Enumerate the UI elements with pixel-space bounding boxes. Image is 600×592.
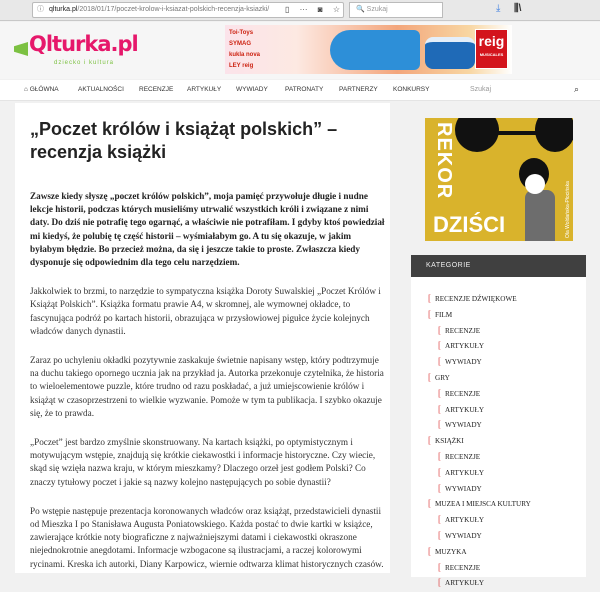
category-label: RECENZJE DŹWIĘKOWE [435,295,517,303]
category-item[interactable] [428,528,531,544]
category-label: WYWIADY [445,358,482,367]
address-bar[interactable] [32,2,344,18]
browser-toolbar [0,0,600,21]
page-actions-icon[interactable]: ··· [299,5,308,14]
category-item[interactable] [428,496,531,512]
category-item[interactable] [428,338,531,354]
bracket-icon: [ [428,545,431,556]
article-paragraph: Po wstępie następuje prezentacja koronowanych władców oraz książąt, przedstawicieli dynastii od Mieszka I po Stanisława Augusta Poniatowskiego. Każda postać to dwie kartki w książce, zawierające krótkie noty biograficzne z najważniejszymi datami i ciekawostki okraszone niejednokrotnie anegdotami. Informacje wzbogacone są ilustracjami, a raczej kolorowymi rycinami. Kreska ich autorki, Diany Karpowicz, wiernie odtwarza klimat historycznych czasów. [30,505,384,569]
pocket-icon[interactable]: ◙ [317,5,323,14]
category-item[interactable] [428,323,531,339]
weight-ball [455,118,499,152]
bookmark-star-icon[interactable]: ☆ [332,5,340,14]
category-item[interactable] [428,575,531,591]
browser-search-input[interactable]: 🔍 Szukaj [349,2,443,18]
reig-logo-sub: MUSICALES [479,52,504,57]
bracket-icon: [ [438,340,441,351]
main-nav [0,80,600,101]
ad-banner[interactable] [225,25,512,74]
category-label: WYWIADY [445,531,482,540]
nav-home[interactable] [24,86,59,93]
brand: reig [242,63,254,69]
bracket-icon: [ [428,293,431,303]
category-item[interactable] [428,417,531,433]
category-item[interactable] [428,291,531,307]
category-label: WYWIADY [445,421,482,430]
article-paragraph: Zaraz po uchyleniu okładki pozytywnie zaskakuje świetnie napisany wstęp, który podtrzymuje na duchu takiego opornego ucznia jak na przykład ja. Autorka przekonuje czytelnika, że historia to wieloelementowe puzzle, które trudno od razu poskładać, a już umiejscowienie królów i książąt w czasoprzestrzeni to wielkie wyzwanie. Pomoże w tym ta publikacja. I szybko okazuje się, że to prawda. [30,355,384,418]
category-label: WYWIADY [445,484,482,493]
category-label: GRY [435,373,450,382]
nav-aktualnosci[interactable]: AKTUALNOŚCI [78,86,124,93]
info-icon[interactable]: ⓘ [37,6,44,13]
nav-recenzje[interactable]: RECENZJE [139,86,174,93]
bracket-icon: [ [438,356,441,367]
bracket-icon: [ [428,371,431,382]
ad-author: Ola Woldańska-Płocińska [565,181,571,238]
category-item[interactable] [428,433,531,449]
brand: LEY [229,63,241,69]
figure-body [525,190,555,241]
category-label: MUZEA I MIEJSCA KULTURY [435,500,531,509]
article-title: „Poczet królów i książąt polskich” – recenzja książki [30,119,338,162]
category-label: RECENZJE [445,326,481,335]
bracket-icon: [ [438,514,441,525]
library-icon[interactable]: ⫼\ [514,3,522,14]
article-paragraph: „Poczet” jest bardzo zmyślnie skonstruowany. Na kartach książki, po optymistycznym i motywującym wstępie, znajdują się krótkie ciekawostki i informacje historyczne. Czy wiecie, skąd się wzięła nazwa kraju, w którym mieszkamy? Dlaczego orzeł jest godłem Polski? Co znaczy tytułowy poczet i jakie są nazwy kolejno następujących po sobie dynastii? [30,437,376,487]
download-icon[interactable]: ⤓ [496,3,501,14]
category-label: MUZYKA [435,547,467,556]
banner-brands [229,28,260,72]
category-item[interactable] [428,465,531,481]
category-label: RECENZJE [445,563,481,572]
nav-wywiady[interactable]: WYWIADY [236,86,268,93]
nav-partnerzy[interactable]: PARTNERZY [339,86,378,93]
nav-artykuly[interactable]: ARTYKUŁY [187,86,222,93]
book-ad-image[interactable] [425,118,573,241]
bracket-icon: [ [438,419,441,430]
url-domain: qlturka.pl [49,6,78,13]
category-item[interactable] [428,402,531,418]
logo-name: Qlturka.pl [29,32,138,56]
categories-heading: KATEGORIE [411,255,586,277]
weight-ball [535,118,573,152]
category-item[interactable] [428,370,531,386]
ad-title-bottom: DZIŚCI [433,212,506,237]
logo-tagline: dziecko i kultura [54,60,115,66]
category-label: ARTYKUŁY [445,516,485,525]
bracket-icon: [ [438,403,441,414]
category-label: RECENZJE [445,389,481,398]
article-paragraph: Jakkolwiek to brzmi, to narzędzie to sympatyczna książka Doroty Suwalskiej „Poczet Królów i Książąt Polskich”. Książka formatu prawie A4, w skromnej, ale wymownej okładce, to fascynująca podróż po kartach historii, obrazująca w przysłowiowej pigułce życie kolejnych władców danych dynastii. [30,286,381,336]
category-item[interactable] [428,544,531,560]
site-header [0,22,600,79]
category-label: RECENZJE [445,452,481,461]
toy-drum-image [425,37,475,69]
bracket-icon: [ [428,435,431,446]
bracket-icon: [ [428,308,431,319]
category-label: ARTYKUŁY [445,468,485,477]
bracket-icon: [ [438,482,441,493]
category-item[interactable] [428,386,531,402]
category-item[interactable] [428,354,531,370]
category-item[interactable] [428,449,531,465]
categories-list [428,291,531,591]
megaphone-icon [14,42,28,56]
category-label: ARTYKUŁY [445,405,485,414]
bracket-icon: [ [438,466,441,477]
category-item[interactable] [428,512,531,528]
toy-guitar-image [330,30,420,70]
reig-logo [475,29,508,69]
article-content [30,118,387,587]
article-lead: Zawsze kiedy słyszę „poczet królów polskich”, moja pamięć przywołuje długie i nudne lekcje historii, podczas których musieliśmy utrwalić wszystkich króli i związane z nimi daty. Do dziś nie potrafię tego ogarnąć, a właściwie nie potrafiłam. I gdyby ktoś powiedział mi kiedyś, że polubię tę część historii – wyśmiałabym go. A tu się okazuje, w jakim byłabym błędzie. Bo przecież można, da się i jeszcze takie to proste. Zwłaszcza kiedy dysponuje się odpowiednim dla tego celu narzędziem. [30,191,385,268]
url-text [49,3,281,17]
article-body [30,190,387,571]
category-label: ARTYKUŁY [445,342,485,351]
brand: Toi-Toys [229,30,254,36]
reig-logo-text: reig [478,33,505,49]
nav-label: GŁÓWNA [29,86,59,93]
nav-konkursy[interactable]: KONKURSY [393,86,430,93]
bracket-icon: [ [438,561,441,572]
bracket-icon: [ [438,577,441,588]
category-label: KSIĄŻKI [435,437,464,446]
browser-search-placeholder: Szukaj [366,6,388,13]
category-item[interactable] [428,481,531,497]
bracket-icon: [ [428,498,431,509]
bracket-icon: [ [438,324,441,335]
category-label: FILM [435,310,453,319]
search-icon[interactable]: ⌕ [574,84,580,94]
bracket-icon: [ [438,529,441,540]
ad-title-vertical: REKOR [433,122,455,200]
category-item[interactable] [428,307,531,323]
bracket-icon: [ [438,450,441,461]
home-icon: ⌂ [24,86,30,93]
brand: kukla nova [229,52,261,58]
figure-face [525,174,545,194]
url-path: /2018/01/17/poczet-krolow-i-ksiazat-polskich-recenzja-ksiazki/ [77,6,270,13]
category-label: ARTYKUŁY [445,579,485,588]
brand: SYMAG [229,41,252,47]
site-search-input[interactable]: Szukaj [470,86,492,93]
nav-patronaty[interactable]: PATRONATY [285,86,324,93]
site-logo[interactable] [14,32,138,70]
category-item[interactable] [428,560,531,576]
reader-icon[interactable]: ▯ [285,5,290,14]
bracket-icon: [ [438,387,441,398]
barbell [485,131,540,135]
